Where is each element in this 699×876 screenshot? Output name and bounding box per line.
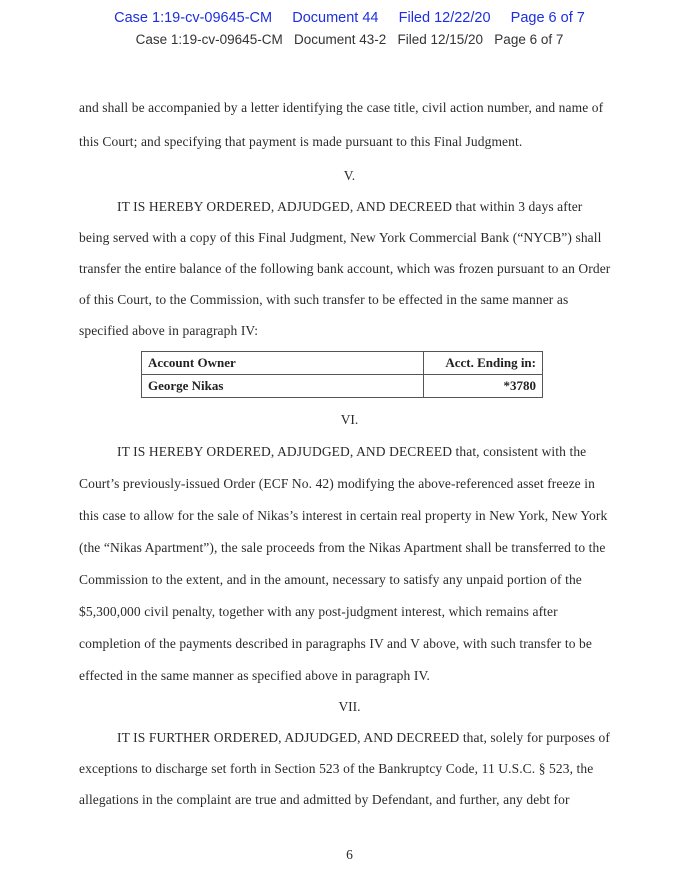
account-table: [141, 351, 543, 398]
text-line: being served with a copy of this Final Judgment, New York Commercial Bank (“NYCB”) shall: [79, 230, 602, 245]
text-line: Court’s previously-issued Order (ECF No. 42) modifying the above-referenced asset freeze in: [79, 476, 595, 491]
text-line: $5,300,000 civil penalty, together with any post-judgment interest, which remains after: [79, 604, 558, 619]
text-line: IT IS HEREBY ORDERED, ADJUDGED, AND DECREED that within 3 days after: [117, 199, 583, 214]
text-line: of this Court, to the Commission, with such transfer to be effected in the same manner as: [79, 292, 569, 307]
text-line: and shall be accompanied by a letter identifying the case title, civil action number, and name of: [79, 100, 604, 115]
text-line: this case to allow for the sale of Nikas’s interest in certain real property in New York, New York: [79, 508, 608, 523]
text-line: effected in the same manner as specified above in paragraph IV.: [79, 668, 431, 683]
original-filing-header: Case 1:19-cv-09645-CM Document 43-2 Filed 12/15/20 Page 6 of 7: [135, 32, 564, 47]
ecf-header-stamp: Case 1:19-cv-09645-CM Document 44 Filed 12/22/20 Page 6 of 7: [114, 10, 585, 26]
table-header-row: [142, 352, 543, 375]
column-header-account-owner: Account Owner: [142, 352, 424, 375]
text-line: allegations in the complaint are true and admitted by Defendant, and further, any debt for: [79, 792, 570, 807]
text-line: (the “Nikas Apartment”), the sale proceeds from the Nikas Apartment shall be transferred to the: [79, 540, 606, 555]
section-heading-vii: VII.: [338, 699, 361, 714]
acct-ending-cell: *3780: [424, 375, 543, 398]
text-line: exceptions to discharge set forth in Section 523 of the Bankruptcy Code, 11 U.S.C. § 523, the: [79, 761, 594, 776]
text-line: specified above in paragraph IV:: [79, 323, 259, 338]
text-line: transfer the entire balance of the following bank account, which was frozen pursuant to an Order: [79, 261, 611, 276]
text-line: completion of the payments described in paragraphs IV and V above, with such transfer to be: [79, 636, 592, 651]
account-owner-cell: George Nikas: [142, 375, 424, 398]
table-row: [142, 375, 543, 398]
column-header-acct-ending: Acct. Ending in:: [424, 352, 543, 375]
page-number: 6: [346, 847, 353, 862]
text-line: IT IS HEREBY ORDERED, ADJUDGED, AND DECREED that, consistent with the: [117, 444, 587, 459]
text-line: this Court; and specifying that payment is made pursuant to this Final Judgment.: [79, 134, 523, 149]
text-line: Commission to the extent, and in the amount, necessary to satisfy any unpaid portion of the: [79, 572, 582, 587]
section-heading-vi: VI.: [340, 412, 359, 427]
text-line: IT IS FURTHER ORDERED, ADJUDGED, AND DECREED that, solely for purposes of: [117, 730, 610, 745]
section-heading-v: V.: [343, 168, 356, 183]
